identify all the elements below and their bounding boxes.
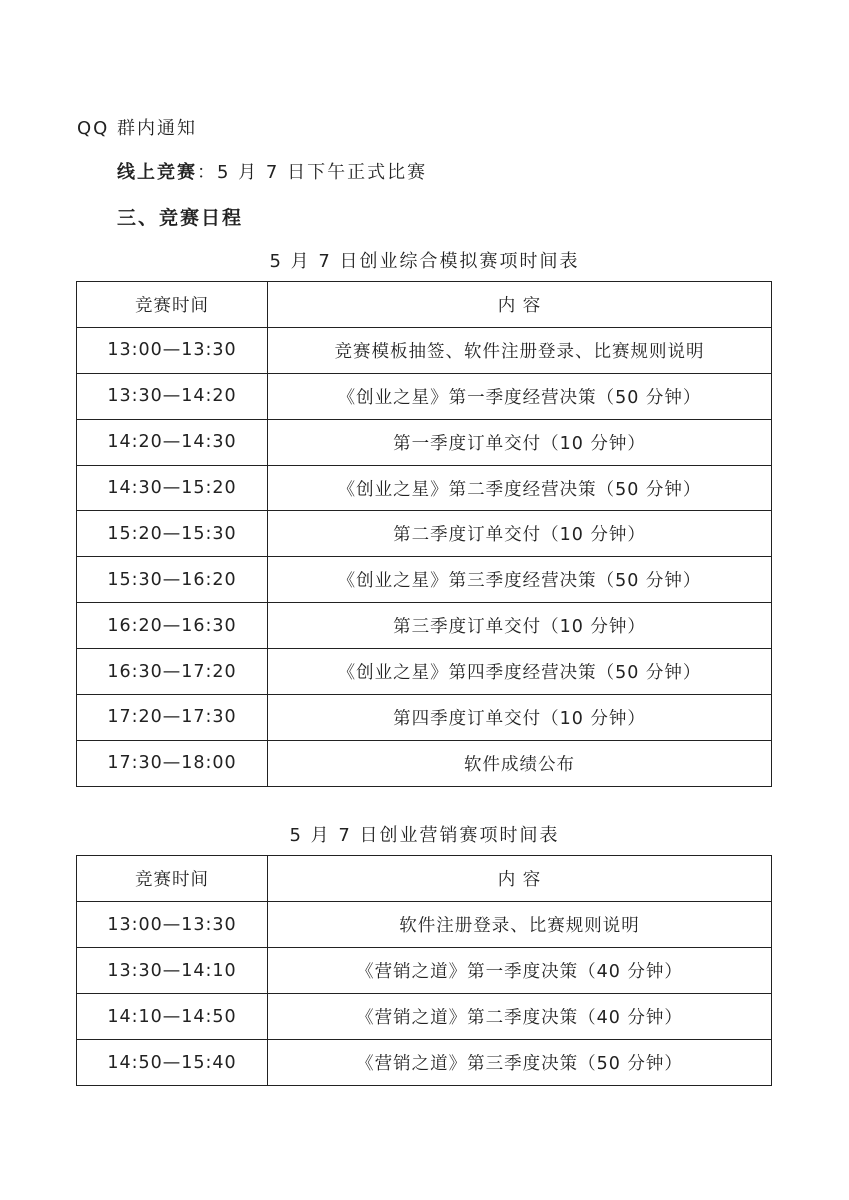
online-label: 线上竞赛 — [117, 162, 197, 183]
row-time: 13:00—13:30 — [77, 902, 268, 948]
row-content: 软件注册登录、比赛规则说明 — [268, 902, 772, 948]
row-content: 第一季度订单交付（10 分钟） — [268, 419, 772, 465]
schedule-table-entrepreneurship — [76, 281, 772, 787]
row-time: 13:00—13:30 — [77, 327, 268, 373]
row-time: 17:20—17:30 — [77, 695, 268, 741]
row-content: 第二季度订单交付（10 分钟） — [268, 511, 772, 557]
table-row — [77, 948, 772, 994]
table-row — [77, 649, 772, 695]
row-time: 14:20—14:30 — [77, 419, 268, 465]
table-row — [77, 327, 772, 373]
row-content: 第三季度订单交付（10 分钟） — [268, 603, 772, 649]
table-header-row — [77, 856, 772, 902]
online-text: ：5 月 7 日下午正式比赛 — [197, 162, 428, 183]
table-row — [77, 740, 772, 786]
row-time: 16:20—16:30 — [77, 603, 268, 649]
schedule-table-marketing — [76, 855, 772, 1086]
row-content: 《创业之星》第四季度经营决策（50 分钟） — [268, 649, 772, 695]
table-row — [77, 695, 772, 741]
row-time: 15:30—16:20 — [77, 557, 268, 603]
row-time: 13:30—14:20 — [77, 373, 268, 419]
table-row — [77, 603, 772, 649]
table-row — [77, 902, 772, 948]
table-row — [77, 1040, 772, 1086]
row-content: 《营销之道》第三季度决策（50 分钟） — [268, 1040, 772, 1086]
header-content: 内 容 — [268, 856, 772, 902]
header-time: 竞赛时间 — [77, 282, 268, 328]
table-row — [77, 511, 772, 557]
header-content: 内 容 — [268, 282, 772, 328]
section-heading: 三、竞赛日程 — [117, 207, 244, 229]
row-time: 14:50—15:40 — [77, 1040, 268, 1086]
row-content: 软件成绩公布 — [268, 740, 772, 786]
row-content: 《营销之道》第一季度决策（40 分钟） — [268, 948, 772, 994]
notice-line: QQ 群内通知 — [77, 118, 198, 139]
row-content: 《创业之星》第二季度经营决策（50 分钟） — [268, 465, 772, 511]
table-row — [77, 373, 772, 419]
table1-caption: 5 月 7 日创业综合模拟赛项时间表 — [269, 251, 580, 272]
row-time: 16:30—17:20 — [77, 649, 268, 695]
table-header-row — [77, 282, 772, 328]
row-content: 《营销之道》第二季度决策（40 分钟） — [268, 994, 772, 1040]
table-row — [77, 994, 772, 1040]
row-content: 《创业之星》第一季度经营决策（50 分钟） — [268, 373, 772, 419]
row-time: 13:30—14:10 — [77, 948, 268, 994]
row-time: 14:10—14:50 — [77, 994, 268, 1040]
row-time: 15:20—15:30 — [77, 511, 268, 557]
row-content: 《创业之星》第三季度经营决策（50 分钟） — [268, 557, 772, 603]
row-time: 17:30—18:00 — [77, 740, 268, 786]
table-row — [77, 419, 772, 465]
row-time: 14:30—15:20 — [77, 465, 268, 511]
table2-caption: 5 月 7 日创业营销赛项时间表 — [289, 825, 560, 846]
row-content: 竞赛模板抽签、软件注册登录、比赛规则说明 — [268, 327, 772, 373]
table-row — [77, 465, 772, 511]
header-time: 竞赛时间 — [77, 856, 268, 902]
row-content: 第四季度订单交付（10 分钟） — [268, 695, 772, 741]
online-competition-line — [117, 158, 427, 184]
table-row — [77, 557, 772, 603]
